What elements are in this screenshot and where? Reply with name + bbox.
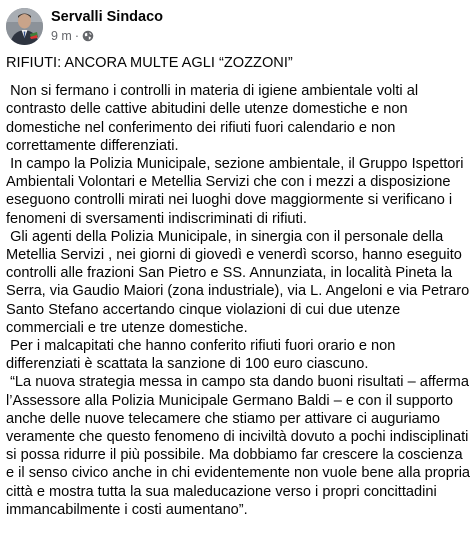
separator-dot: · (74, 29, 80, 43)
post-paragraph: Per i malcapitati che hanno conferito rifiuti fuori orario e non differenziati è scattata la sanzione di 100 euro ciascuno. (6, 338, 400, 373)
post-meta (51, 8, 163, 44)
post-header (6, 6, 163, 46)
avatar[interactable] (6, 8, 43, 45)
post-title: RIFIUTI: ANCORA MULTE AGLI “ZOZZONI” (6, 55, 293, 71)
post-subline (51, 28, 163, 44)
avatar-image (6, 8, 43, 45)
post-paragraph: Non si fermano i controlli in materia di igiene ambientale volti al contrasto delle cattive abitudini delle utenze domestiche e non domestiche nel conferimento dei rifiuti fuori calendario e non correttamente differenziati. (6, 83, 423, 154)
globe-icon[interactable] (82, 30, 94, 42)
post-timestamp[interactable]: 9 m (51, 29, 72, 43)
post-paragraph: “La nuova strategia messa in campo sta dando buoni risultati – afferma l’Assessore alla Polizia Municipale Germano Baldi – e con il supporto anche delle nuove telecamere che stiamo per attivare ci auguriamo veramente che questo fenomeno di inciviltà dovuto a pochi indisciplinati si possa ridurre il più possibile. Ma dobbiamo far crescere la coscienza e il senso civico anche in chi evidentemente non vuole bene alla propria città e mostra tutta la sua maleducazione verso i propri concittadini immancabilmente i costi aumentano”. (6, 374, 475, 518)
post-content (6, 54, 475, 519)
post-paragraph: In campo la Polizia Municipale, sezione ambientale, il Gruppo Ispettori Ambientali Volontari e Metellia Servizi che con i mezzi a disposizione eseguono controlli mirati nei luoghi dove maggiormente si verificano i fenomeni di sversamenti indiscriminati di rifiuti. (6, 156, 467, 227)
post-paragraph: Gli agenti della Polizia Municipale, in sinergia con il personale della Metellia Servizi , nei giorni di giovedì e venerdì scorso, hanno eseguito controlli alle frazioni San Pietro e SS. Annunziata, in località Pineta la Serra, via Gaudio Maiori (zona industriale), via L. Angeloni e via Petraro Santo Stefano accertando cinque violazioni di cui due utenze commerciali e tre utenze domestiche. (6, 228, 474, 336)
author-name[interactable]: Servalli Sindaco (51, 9, 164, 25)
